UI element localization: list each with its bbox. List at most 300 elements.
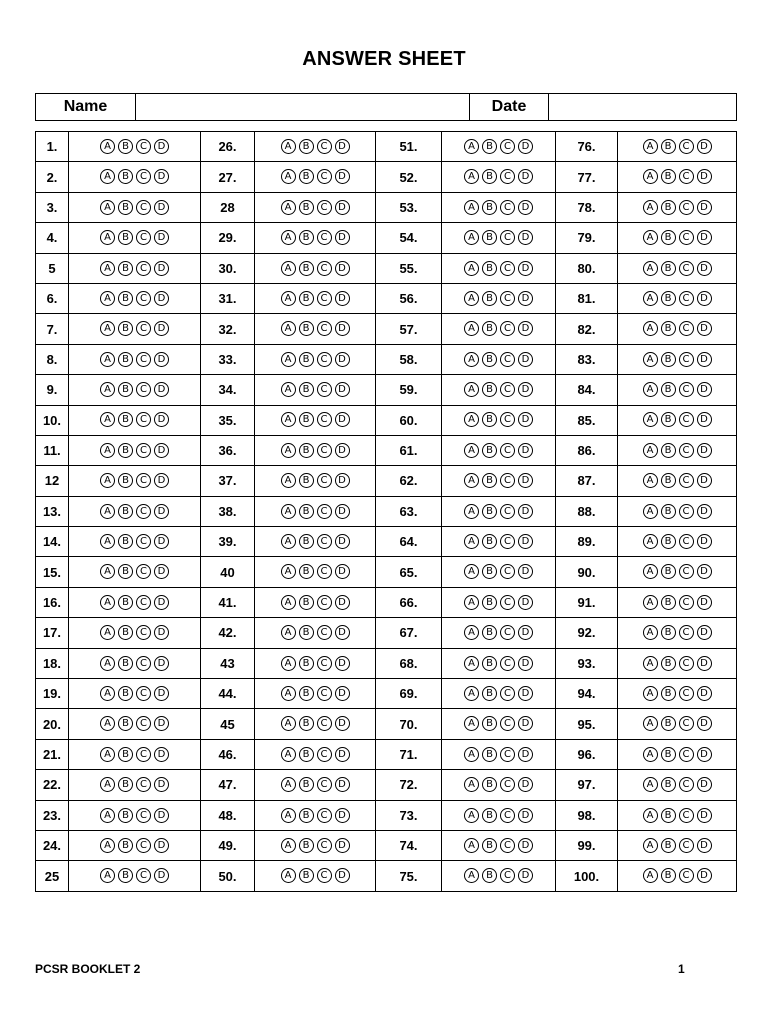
option-bubble-a[interactable]: A bbox=[100, 564, 115, 579]
option-bubble-b[interactable]: B bbox=[482, 656, 497, 671]
option-bubble-b[interactable]: B bbox=[118, 382, 133, 397]
option-bubble-d[interactable]: D bbox=[697, 230, 712, 245]
option-bubble-d[interactable]: D bbox=[697, 534, 712, 549]
option-bubble-c[interactable]: C bbox=[136, 808, 151, 823]
option-bubble-c[interactable]: C bbox=[317, 747, 332, 762]
option-bubble-c[interactable]: C bbox=[136, 838, 151, 853]
option-bubble-c[interactable]: C bbox=[500, 412, 515, 427]
option-bubble-c[interactable]: C bbox=[136, 686, 151, 701]
option-bubble-b[interactable]: B bbox=[299, 747, 314, 762]
option-bubble-c[interactable]: C bbox=[679, 230, 694, 245]
option-bubble-c[interactable]: C bbox=[679, 838, 694, 853]
option-bubble-b[interactable]: B bbox=[118, 321, 133, 336]
option-bubble-c[interactable]: C bbox=[136, 139, 151, 154]
option-bubble-c[interactable]: C bbox=[500, 534, 515, 549]
option-bubble-a[interactable]: A bbox=[100, 716, 115, 731]
option-bubble-d[interactable]: D bbox=[518, 595, 533, 610]
option-bubble-b[interactable]: B bbox=[482, 838, 497, 853]
option-bubble-b[interactable]: B bbox=[482, 321, 497, 336]
option-bubble-d[interactable]: D bbox=[335, 473, 350, 488]
option-bubble-a[interactable]: A bbox=[464, 291, 479, 306]
option-bubble-d[interactable]: D bbox=[154, 564, 169, 579]
option-bubble-c[interactable]: C bbox=[500, 504, 515, 519]
option-bubble-a[interactable]: A bbox=[643, 139, 658, 154]
option-bubble-d[interactable]: D bbox=[154, 473, 169, 488]
option-bubble-b[interactable]: B bbox=[118, 412, 133, 427]
option-bubble-a[interactable]: A bbox=[464, 595, 479, 610]
option-bubble-c[interactable]: C bbox=[136, 321, 151, 336]
option-bubble-b[interactable]: B bbox=[118, 352, 133, 367]
option-bubble-c[interactable]: C bbox=[136, 625, 151, 640]
option-bubble-d[interactable]: D bbox=[697, 625, 712, 640]
option-bubble-d[interactable]: D bbox=[335, 716, 350, 731]
option-bubble-c[interactable]: C bbox=[317, 230, 332, 245]
option-bubble-a[interactable]: A bbox=[643, 656, 658, 671]
option-bubble-d[interactable]: D bbox=[154, 139, 169, 154]
option-bubble-d[interactable]: D bbox=[335, 777, 350, 792]
option-bubble-c[interactable]: C bbox=[317, 291, 332, 306]
option-bubble-a[interactable]: A bbox=[100, 169, 115, 184]
option-bubble-c[interactable]: C bbox=[136, 261, 151, 276]
option-bubble-a[interactable]: A bbox=[281, 352, 296, 367]
option-bubble-a[interactable]: A bbox=[281, 169, 296, 184]
option-bubble-b[interactable]: B bbox=[482, 564, 497, 579]
option-bubble-a[interactable]: A bbox=[100, 625, 115, 640]
option-bubble-d[interactable]: D bbox=[518, 473, 533, 488]
option-bubble-b[interactable]: B bbox=[299, 382, 314, 397]
option-bubble-b[interactable]: B bbox=[482, 504, 497, 519]
option-bubble-d[interactable]: D bbox=[518, 686, 533, 701]
option-bubble-a[interactable]: A bbox=[464, 321, 479, 336]
option-bubble-d[interactable]: D bbox=[154, 291, 169, 306]
option-bubble-a[interactable]: A bbox=[281, 412, 296, 427]
option-bubble-d[interactable]: D bbox=[697, 808, 712, 823]
option-bubble-b[interactable]: B bbox=[118, 868, 133, 883]
option-bubble-c[interactable]: C bbox=[679, 656, 694, 671]
option-bubble-d[interactable]: D bbox=[518, 868, 533, 883]
option-bubble-c[interactable]: C bbox=[500, 868, 515, 883]
option-bubble-a[interactable]: A bbox=[643, 200, 658, 215]
option-bubble-d[interactable]: D bbox=[518, 564, 533, 579]
option-bubble-b[interactable]: B bbox=[482, 716, 497, 731]
option-bubble-d[interactable]: D bbox=[697, 169, 712, 184]
option-bubble-d[interactable]: D bbox=[154, 656, 169, 671]
option-bubble-b[interactable]: B bbox=[482, 686, 497, 701]
option-bubble-d[interactable]: D bbox=[697, 686, 712, 701]
option-bubble-d[interactable]: D bbox=[154, 230, 169, 245]
option-bubble-c[interactable]: C bbox=[679, 595, 694, 610]
option-bubble-b[interactable]: B bbox=[299, 625, 314, 640]
option-bubble-c[interactable]: C bbox=[136, 352, 151, 367]
option-bubble-b[interactable]: B bbox=[482, 382, 497, 397]
option-bubble-a[interactable]: A bbox=[100, 595, 115, 610]
option-bubble-b[interactable]: B bbox=[482, 139, 497, 154]
option-bubble-b[interactable]: B bbox=[661, 412, 676, 427]
option-bubble-c[interactable]: C bbox=[317, 321, 332, 336]
option-bubble-b[interactable]: B bbox=[661, 321, 676, 336]
option-bubble-a[interactable]: A bbox=[643, 808, 658, 823]
option-bubble-a[interactable]: A bbox=[281, 200, 296, 215]
option-bubble-b[interactable]: B bbox=[661, 838, 676, 853]
option-bubble-c[interactable]: C bbox=[679, 808, 694, 823]
option-bubble-b[interactable]: B bbox=[118, 595, 133, 610]
option-bubble-b[interactable]: B bbox=[482, 534, 497, 549]
option-bubble-b[interactable]: B bbox=[661, 139, 676, 154]
option-bubble-b[interactable]: B bbox=[299, 291, 314, 306]
option-bubble-a[interactable]: A bbox=[643, 321, 658, 336]
option-bubble-d[interactable]: D bbox=[154, 625, 169, 640]
option-bubble-c[interactable]: C bbox=[679, 443, 694, 458]
option-bubble-c[interactable]: C bbox=[317, 473, 332, 488]
option-bubble-b[interactable]: B bbox=[482, 352, 497, 367]
option-bubble-d[interactable]: D bbox=[697, 868, 712, 883]
option-bubble-b[interactable]: B bbox=[299, 716, 314, 731]
option-bubble-d[interactable]: D bbox=[697, 412, 712, 427]
option-bubble-a[interactable]: A bbox=[100, 868, 115, 883]
option-bubble-c[interactable]: C bbox=[500, 352, 515, 367]
option-bubble-c[interactable]: C bbox=[317, 595, 332, 610]
option-bubble-c[interactable]: C bbox=[679, 321, 694, 336]
option-bubble-d[interactable]: D bbox=[154, 412, 169, 427]
option-bubble-c[interactable]: C bbox=[500, 443, 515, 458]
option-bubble-a[interactable]: A bbox=[464, 169, 479, 184]
option-bubble-a[interactable]: A bbox=[643, 777, 658, 792]
option-bubble-b[interactable]: B bbox=[118, 443, 133, 458]
option-bubble-b[interactable]: B bbox=[299, 200, 314, 215]
option-bubble-b[interactable]: B bbox=[661, 504, 676, 519]
option-bubble-d[interactable]: D bbox=[154, 868, 169, 883]
option-bubble-b[interactable]: B bbox=[482, 595, 497, 610]
option-bubble-c[interactable]: C bbox=[317, 564, 332, 579]
option-bubble-d[interactable]: D bbox=[154, 261, 169, 276]
option-bubble-d[interactable]: D bbox=[518, 777, 533, 792]
option-bubble-d[interactable]: D bbox=[154, 686, 169, 701]
option-bubble-c[interactable]: C bbox=[317, 261, 332, 276]
option-bubble-a[interactable]: A bbox=[281, 473, 296, 488]
option-bubble-d[interactable]: D bbox=[335, 808, 350, 823]
date-field[interactable] bbox=[549, 94, 737, 121]
option-bubble-c[interactable]: C bbox=[679, 534, 694, 549]
option-bubble-c[interactable]: C bbox=[500, 200, 515, 215]
option-bubble-c[interactable]: C bbox=[136, 473, 151, 488]
option-bubble-a[interactable]: A bbox=[643, 169, 658, 184]
option-bubble-c[interactable]: C bbox=[317, 868, 332, 883]
option-bubble-c[interactable]: C bbox=[136, 169, 151, 184]
option-bubble-d[interactable]: D bbox=[697, 352, 712, 367]
option-bubble-a[interactable]: A bbox=[643, 868, 658, 883]
option-bubble-d[interactable]: D bbox=[697, 382, 712, 397]
option-bubble-a[interactable]: A bbox=[464, 261, 479, 276]
option-bubble-d[interactable]: D bbox=[154, 200, 169, 215]
option-bubble-b[interactable]: B bbox=[661, 868, 676, 883]
option-bubble-d[interactable]: D bbox=[697, 473, 712, 488]
option-bubble-d[interactable]: D bbox=[697, 747, 712, 762]
option-bubble-b[interactable]: B bbox=[118, 808, 133, 823]
option-bubble-d[interactable]: D bbox=[697, 200, 712, 215]
option-bubble-a[interactable]: A bbox=[643, 564, 658, 579]
option-bubble-a[interactable]: A bbox=[100, 838, 115, 853]
option-bubble-a[interactable]: A bbox=[281, 261, 296, 276]
option-bubble-d[interactable]: D bbox=[335, 656, 350, 671]
option-bubble-d[interactable]: D bbox=[518, 443, 533, 458]
option-bubble-b[interactable]: B bbox=[299, 564, 314, 579]
option-bubble-a[interactable]: A bbox=[643, 443, 658, 458]
option-bubble-a[interactable]: A bbox=[643, 595, 658, 610]
option-bubble-d[interactable]: D bbox=[154, 504, 169, 519]
option-bubble-c[interactable]: C bbox=[500, 595, 515, 610]
option-bubble-c[interactable]: C bbox=[500, 838, 515, 853]
option-bubble-b[interactable]: B bbox=[118, 504, 133, 519]
option-bubble-a[interactable]: A bbox=[464, 625, 479, 640]
option-bubble-d[interactable]: D bbox=[154, 808, 169, 823]
option-bubble-a[interactable]: A bbox=[643, 534, 658, 549]
option-bubble-c[interactable]: C bbox=[500, 230, 515, 245]
option-bubble-c[interactable]: C bbox=[500, 261, 515, 276]
option-bubble-a[interactable]: A bbox=[281, 564, 296, 579]
option-bubble-d[interactable]: D bbox=[697, 656, 712, 671]
option-bubble-a[interactable]: A bbox=[643, 382, 658, 397]
option-bubble-b[interactable]: B bbox=[661, 747, 676, 762]
option-bubble-d[interactable]: D bbox=[518, 321, 533, 336]
option-bubble-c[interactable]: C bbox=[317, 534, 332, 549]
option-bubble-a[interactable]: A bbox=[643, 747, 658, 762]
option-bubble-b[interactable]: B bbox=[118, 777, 133, 792]
option-bubble-c[interactable]: C bbox=[136, 656, 151, 671]
option-bubble-b[interactable]: B bbox=[299, 412, 314, 427]
option-bubble-d[interactable]: D bbox=[335, 443, 350, 458]
option-bubble-d[interactable]: D bbox=[697, 595, 712, 610]
option-bubble-b[interactable]: B bbox=[118, 169, 133, 184]
option-bubble-b[interactable]: B bbox=[661, 382, 676, 397]
option-bubble-b[interactable]: B bbox=[118, 686, 133, 701]
option-bubble-c[interactable]: C bbox=[500, 321, 515, 336]
option-bubble-b[interactable]: B bbox=[299, 261, 314, 276]
option-bubble-b[interactable]: B bbox=[299, 686, 314, 701]
option-bubble-a[interactable]: A bbox=[100, 230, 115, 245]
option-bubble-b[interactable]: B bbox=[661, 169, 676, 184]
option-bubble-c[interactable]: C bbox=[136, 564, 151, 579]
option-bubble-b[interactable]: B bbox=[482, 230, 497, 245]
option-bubble-d[interactable]: D bbox=[518, 382, 533, 397]
option-bubble-d[interactable]: D bbox=[518, 352, 533, 367]
option-bubble-a[interactable]: A bbox=[281, 777, 296, 792]
name-field[interactable] bbox=[136, 94, 470, 121]
option-bubble-d[interactable]: D bbox=[518, 656, 533, 671]
option-bubble-c[interactable]: C bbox=[136, 382, 151, 397]
option-bubble-b[interactable]: B bbox=[299, 321, 314, 336]
option-bubble-b[interactable]: B bbox=[118, 564, 133, 579]
option-bubble-b[interactable]: B bbox=[661, 200, 676, 215]
option-bubble-a[interactable]: A bbox=[100, 321, 115, 336]
option-bubble-d[interactable]: D bbox=[154, 534, 169, 549]
option-bubble-d[interactable]: D bbox=[335, 564, 350, 579]
option-bubble-a[interactable]: A bbox=[464, 747, 479, 762]
option-bubble-c[interactable]: C bbox=[136, 230, 151, 245]
option-bubble-c[interactable]: C bbox=[136, 291, 151, 306]
option-bubble-a[interactable]: A bbox=[464, 139, 479, 154]
option-bubble-b[interactable]: B bbox=[118, 200, 133, 215]
option-bubble-a[interactable]: A bbox=[464, 716, 479, 731]
option-bubble-b[interactable]: B bbox=[661, 352, 676, 367]
option-bubble-b[interactable]: B bbox=[118, 139, 133, 154]
option-bubble-c[interactable]: C bbox=[679, 169, 694, 184]
option-bubble-b[interactable]: B bbox=[118, 838, 133, 853]
option-bubble-b[interactable]: B bbox=[118, 716, 133, 731]
option-bubble-b[interactable]: B bbox=[661, 656, 676, 671]
option-bubble-d[interactable]: D bbox=[518, 808, 533, 823]
option-bubble-b[interactable]: B bbox=[299, 443, 314, 458]
option-bubble-c[interactable]: C bbox=[136, 595, 151, 610]
option-bubble-d[interactable]: D bbox=[518, 747, 533, 762]
option-bubble-a[interactable]: A bbox=[281, 230, 296, 245]
option-bubble-d[interactable]: D bbox=[335, 838, 350, 853]
option-bubble-d[interactable]: D bbox=[697, 777, 712, 792]
option-bubble-a[interactable]: A bbox=[464, 838, 479, 853]
option-bubble-b[interactable]: B bbox=[661, 808, 676, 823]
option-bubble-c[interactable]: C bbox=[500, 656, 515, 671]
option-bubble-b[interactable]: B bbox=[299, 473, 314, 488]
option-bubble-c[interactable]: C bbox=[679, 686, 694, 701]
option-bubble-c[interactable]: C bbox=[136, 200, 151, 215]
option-bubble-a[interactable]: A bbox=[464, 777, 479, 792]
option-bubble-d[interactable]: D bbox=[335, 321, 350, 336]
option-bubble-c[interactable]: C bbox=[679, 382, 694, 397]
option-bubble-c[interactable]: C bbox=[136, 443, 151, 458]
option-bubble-c[interactable]: C bbox=[317, 686, 332, 701]
option-bubble-a[interactable]: A bbox=[464, 473, 479, 488]
option-bubble-d[interactable]: D bbox=[697, 838, 712, 853]
option-bubble-d[interactable]: D bbox=[154, 169, 169, 184]
option-bubble-d[interactable]: D bbox=[335, 169, 350, 184]
option-bubble-d[interactable]: D bbox=[154, 716, 169, 731]
option-bubble-b[interactable]: B bbox=[299, 777, 314, 792]
option-bubble-b[interactable]: B bbox=[299, 169, 314, 184]
option-bubble-c[interactable]: C bbox=[500, 747, 515, 762]
option-bubble-c[interactable]: C bbox=[500, 291, 515, 306]
option-bubble-a[interactable]: A bbox=[643, 230, 658, 245]
option-bubble-d[interactable]: D bbox=[335, 412, 350, 427]
option-bubble-c[interactable]: C bbox=[679, 291, 694, 306]
option-bubble-b[interactable]: B bbox=[482, 777, 497, 792]
option-bubble-b[interactable]: B bbox=[118, 230, 133, 245]
option-bubble-c[interactable]: C bbox=[317, 777, 332, 792]
option-bubble-c[interactable]: C bbox=[679, 139, 694, 154]
option-bubble-c[interactable]: C bbox=[679, 777, 694, 792]
option-bubble-c[interactable]: C bbox=[136, 534, 151, 549]
option-bubble-a[interactable]: A bbox=[464, 504, 479, 519]
option-bubble-a[interactable]: A bbox=[100, 443, 115, 458]
option-bubble-c[interactable]: C bbox=[317, 504, 332, 519]
option-bubble-a[interactable]: A bbox=[643, 412, 658, 427]
option-bubble-d[interactable]: D bbox=[154, 352, 169, 367]
option-bubble-a[interactable]: A bbox=[100, 291, 115, 306]
option-bubble-a[interactable]: A bbox=[281, 534, 296, 549]
option-bubble-c[interactable]: C bbox=[317, 382, 332, 397]
option-bubble-b[interactable]: B bbox=[299, 838, 314, 853]
option-bubble-c[interactable]: C bbox=[500, 382, 515, 397]
option-bubble-d[interactable]: D bbox=[518, 412, 533, 427]
option-bubble-d[interactable]: D bbox=[335, 382, 350, 397]
option-bubble-d[interactable]: D bbox=[697, 261, 712, 276]
option-bubble-a[interactable]: A bbox=[643, 716, 658, 731]
option-bubble-b[interactable]: B bbox=[482, 261, 497, 276]
option-bubble-d[interactable]: D bbox=[518, 534, 533, 549]
option-bubble-d[interactable]: D bbox=[335, 291, 350, 306]
option-bubble-a[interactable]: A bbox=[281, 625, 296, 640]
option-bubble-a[interactable]: A bbox=[464, 868, 479, 883]
option-bubble-d[interactable]: D bbox=[154, 777, 169, 792]
option-bubble-c[interactable]: C bbox=[317, 443, 332, 458]
option-bubble-a[interactable]: A bbox=[281, 868, 296, 883]
option-bubble-c[interactable]: C bbox=[500, 625, 515, 640]
option-bubble-d[interactable]: D bbox=[518, 261, 533, 276]
option-bubble-a[interactable]: A bbox=[464, 808, 479, 823]
option-bubble-a[interactable]: A bbox=[464, 412, 479, 427]
option-bubble-b[interactable]: B bbox=[661, 230, 676, 245]
option-bubble-a[interactable]: A bbox=[100, 382, 115, 397]
option-bubble-b[interactable]: B bbox=[299, 230, 314, 245]
option-bubble-d[interactable]: D bbox=[518, 230, 533, 245]
option-bubble-d[interactable]: D bbox=[518, 291, 533, 306]
option-bubble-b[interactable]: B bbox=[661, 625, 676, 640]
option-bubble-c[interactable]: C bbox=[679, 625, 694, 640]
option-bubble-c[interactable]: C bbox=[500, 564, 515, 579]
option-bubble-d[interactable]: D bbox=[697, 504, 712, 519]
option-bubble-b[interactable]: B bbox=[661, 443, 676, 458]
option-bubble-c[interactable]: C bbox=[317, 412, 332, 427]
option-bubble-b[interactable]: B bbox=[661, 564, 676, 579]
option-bubble-c[interactable]: C bbox=[317, 838, 332, 853]
option-bubble-a[interactable]: A bbox=[643, 686, 658, 701]
option-bubble-a[interactable]: A bbox=[464, 382, 479, 397]
option-bubble-b[interactable]: B bbox=[482, 868, 497, 883]
option-bubble-b[interactable]: B bbox=[661, 473, 676, 488]
option-bubble-b[interactable]: B bbox=[299, 534, 314, 549]
option-bubble-d[interactable]: D bbox=[154, 595, 169, 610]
option-bubble-d[interactable]: D bbox=[518, 716, 533, 731]
option-bubble-c[interactable]: C bbox=[500, 473, 515, 488]
option-bubble-b[interactable]: B bbox=[661, 261, 676, 276]
option-bubble-c[interactable]: C bbox=[500, 716, 515, 731]
option-bubble-a[interactable]: A bbox=[281, 747, 296, 762]
option-bubble-d[interactable]: D bbox=[697, 139, 712, 154]
option-bubble-a[interactable]: A bbox=[643, 261, 658, 276]
option-bubble-a[interactable]: A bbox=[281, 321, 296, 336]
option-bubble-d[interactable]: D bbox=[518, 504, 533, 519]
option-bubble-b[interactable]: B bbox=[661, 291, 676, 306]
option-bubble-c[interactable]: C bbox=[317, 716, 332, 731]
option-bubble-b[interactable]: B bbox=[299, 868, 314, 883]
option-bubble-c[interactable]: C bbox=[317, 139, 332, 154]
option-bubble-b[interactable]: B bbox=[482, 808, 497, 823]
option-bubble-c[interactable]: C bbox=[136, 868, 151, 883]
option-bubble-c[interactable]: C bbox=[679, 868, 694, 883]
option-bubble-c[interactable]: C bbox=[500, 777, 515, 792]
option-bubble-a[interactable]: A bbox=[100, 656, 115, 671]
option-bubble-a[interactable]: A bbox=[100, 261, 115, 276]
option-bubble-c[interactable]: C bbox=[679, 564, 694, 579]
option-bubble-c[interactable]: C bbox=[500, 139, 515, 154]
option-bubble-a[interactable]: A bbox=[100, 473, 115, 488]
option-bubble-b[interactable]: B bbox=[482, 473, 497, 488]
option-bubble-c[interactable]: C bbox=[317, 808, 332, 823]
option-bubble-b[interactable]: B bbox=[299, 808, 314, 823]
option-bubble-d[interactable]: D bbox=[518, 625, 533, 640]
option-bubble-c[interactable]: C bbox=[136, 747, 151, 762]
option-bubble-c[interactable]: C bbox=[679, 747, 694, 762]
option-bubble-c[interactable]: C bbox=[679, 352, 694, 367]
option-bubble-b[interactable]: B bbox=[482, 443, 497, 458]
